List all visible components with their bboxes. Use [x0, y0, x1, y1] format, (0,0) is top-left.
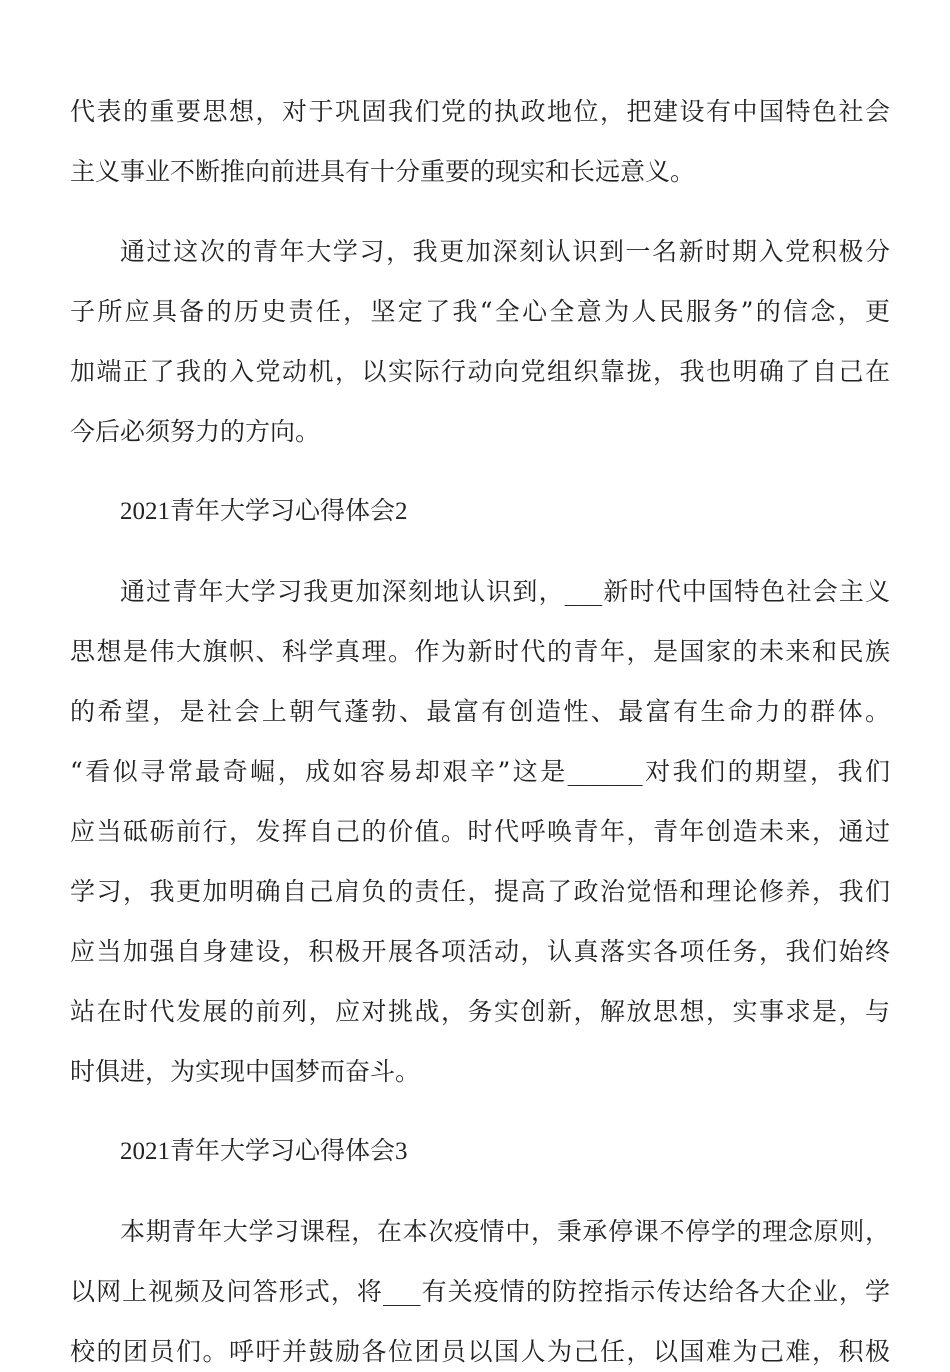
text-line: 主义事业不断推向前进具有十分重要的现实和长远意义。: [70, 157, 696, 186]
text-line: 加端正了我的入党动机，以实际行动向党组织靠拢，我也明确了自己在: [70, 357, 890, 386]
text-line: 思想是伟大旗帜、科学真理。作为新时代的青年，是国家的未来和民族: [70, 637, 890, 666]
paragraph-first-line: 通过青年大学习我更加深刻地认识到，___新时代中国特色社会主义: [120, 577, 890, 606]
text-line: 站在时代发展的前列，应对挑战，务实创新，解放思想，实事求是，与: [70, 997, 890, 1026]
text-line: 校的团员们。呼吁并鼓励各位团员以国人为己任，以国难为己难，积极: [70, 1337, 890, 1366]
text-line: 应当加强自身建设，积极开展各项活动，认真落实各项任务，我们始终: [70, 937, 890, 966]
section-heading: 2021青年大学习心得体会3: [120, 1138, 408, 1165]
text-line: 以网上视频及问答形式，将___有关疫情的防控指示传达给各大企业，学: [70, 1277, 890, 1306]
section-heading: 2021青年大学习心得体会2: [120, 498, 408, 525]
text-line: 子所应具备的历史责任，坚定了我“全心全意为人民服务”的信念，更: [70, 297, 890, 326]
text-line: 代表的重要思想，对于巩固我们党的执政地位，把建设有中国特色社会: [70, 97, 890, 126]
paragraph-first-line: 通过这次的青年大学习，我更加深刻认识到一名新时期入党积极分: [120, 237, 890, 266]
text-line: 学习，我更加明确自己肩负的责任，提高了政治觉悟和理论修养，我们: [70, 877, 890, 906]
text-line: 应当砥砺前行，发挥自己的价值。时代呼唤青年，青年创造未来，通过: [70, 817, 890, 846]
text-line: 今后必须努力的方向。: [70, 417, 321, 446]
text-line: 的希望，是社会上朝气蓬勃、最富有创造性、最富有生命力的群体。: [70, 697, 890, 726]
text-line: 时俱进，为实现中国梦而奋斗。: [70, 1057, 421, 1086]
paragraph-first-line: 本期青年大学习课程，在本次疫情中，秉承停课不停学的理念原则，: [120, 1217, 890, 1246]
text-line: “看似寻常最奇崛，成如容易却艰辛”这是______对我们的期望，我们: [70, 757, 890, 786]
